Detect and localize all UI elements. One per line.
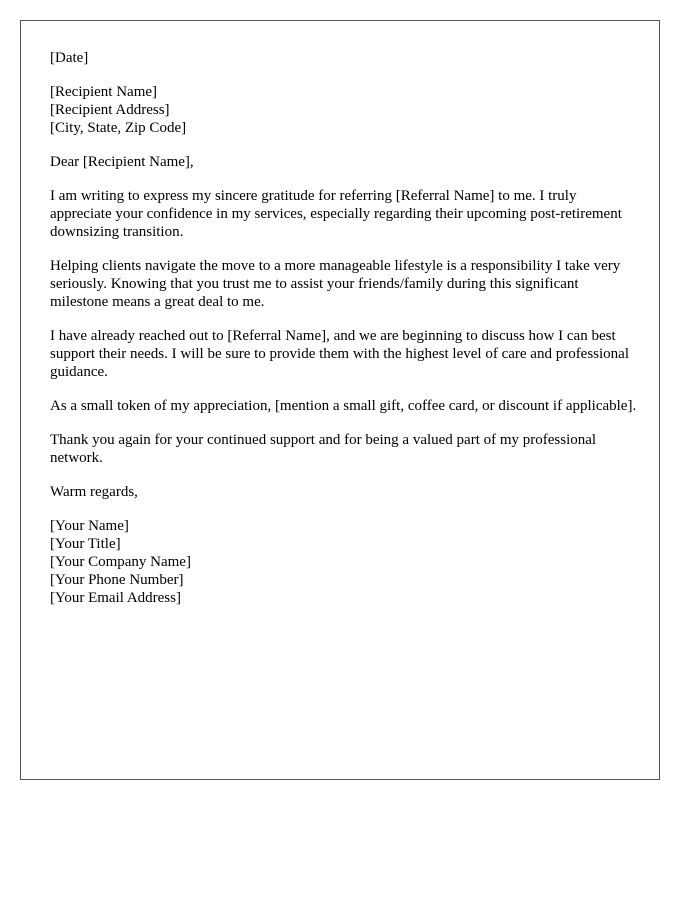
- closing-block: [50, 483, 640, 501]
- signature-email: [Your Email Address]: [50, 590, 181, 606]
- signature-block: [50, 517, 640, 607]
- recipient-name: [Recipient Name]: [50, 84, 158, 100]
- letter-body: [50, 49, 640, 623]
- closing: Warm regards,: [50, 484, 138, 500]
- signature-phone: [Your Phone Number]: [50, 572, 184, 588]
- signature-company: [Your Company Name]: [50, 554, 191, 570]
- letter-date: [Date]: [50, 50, 89, 66]
- signature-name: [Your Name]: [50, 518, 129, 534]
- letter-page: [20, 20, 660, 780]
- recipient-block: [50, 83, 640, 137]
- recipient-city-state-zip: [City, State, Zip Code]: [50, 120, 187, 136]
- salutation: Dear [Recipient Name],: [50, 154, 194, 170]
- salutation-block: [50, 153, 640, 171]
- paragraph-responsibility: Helping clients navigate the move to a more manageable lifestyle is a responsibility I take very seriously. Knowing that you trust me to assist your friends/family during this significant milestone means a great deal to me.: [50, 258, 621, 310]
- recipient-address: [Recipient Address]: [50, 102, 170, 118]
- paragraph-thanks: Thank you again for your continued support and for being a valued part of my professional network.: [50, 432, 597, 466]
- paragraph-outreach: I have already reached out to [Referral Name], and we are beginning to discuss how I can best support their needs. I will be sure to provide them with the highest level of care and professional guidance.: [50, 328, 630, 380]
- paragraph-token: As a small token of my appreciation, [mention a small gift, coffee card, or discount if applicable].: [50, 398, 637, 414]
- date-block: [50, 49, 640, 67]
- paragraph-gratitude: I am writing to express my sincere gratitude for referring [Referral Name] to me. I truly appreciate your confidence in my services, especially regarding their upcoming post-retirement downsizing transition.: [50, 188, 622, 240]
- signature-title: [Your Title]: [50, 536, 121, 552]
